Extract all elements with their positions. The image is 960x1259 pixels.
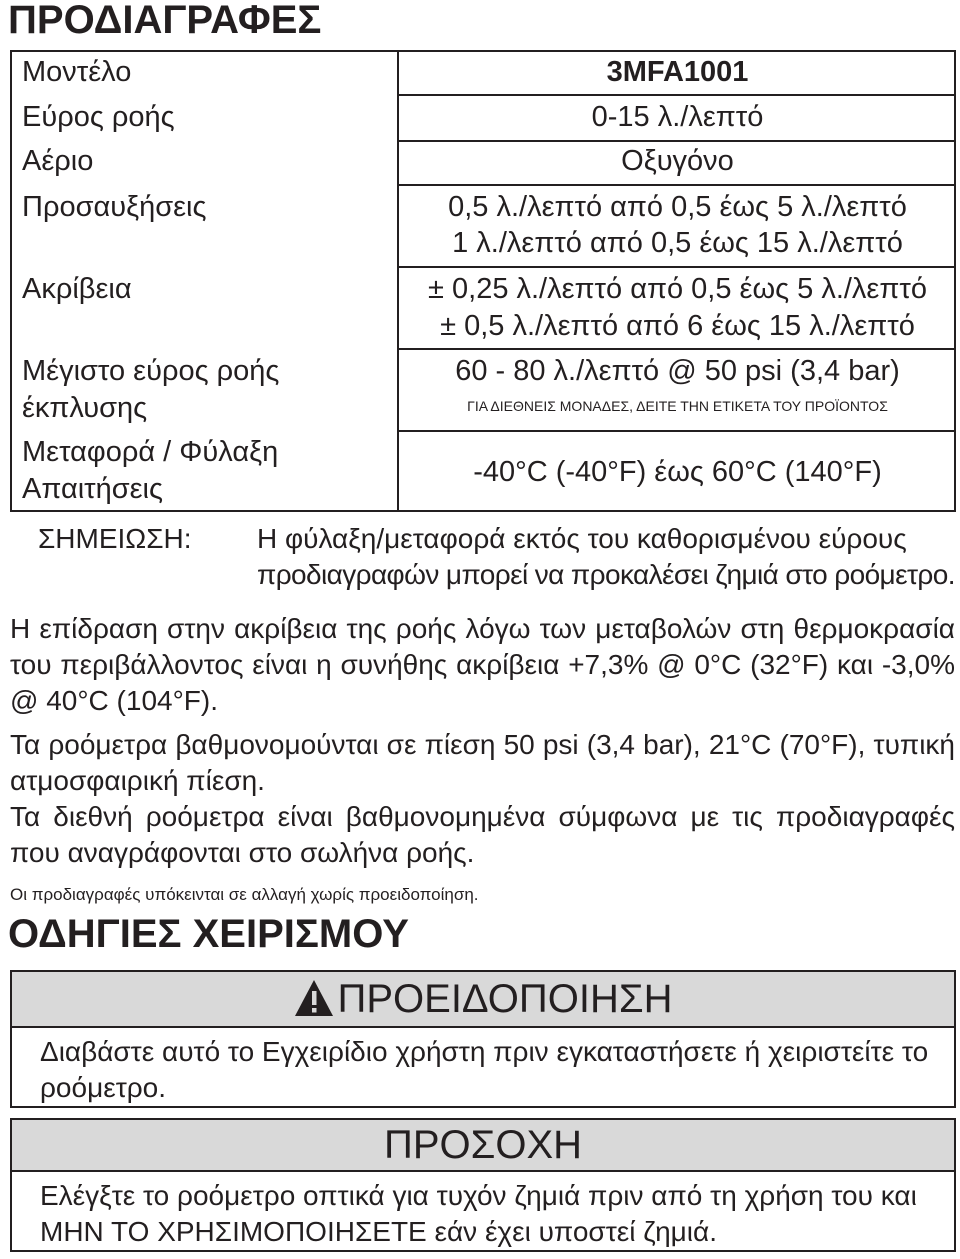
warning-text: Διαβάστε αυτό το Εγχειρίδιο χρήστη πριν εγκαταστήσετε ή χειριστείτε το ροόμετρο. [40, 1036, 929, 1103]
specifications-title: ΠΡΟΔΙΑΓΡΑΦΕΣ [8, 0, 322, 42]
temperature-effect-paragraph: Η επίδραση στην ακρίβεια της ροής λόγω των μεταβολών στη θερμοκρασία του περιβάλλοντος είναι η συνήθης ακρίβεια +7,3% @ 0°C (32°F) και -3,0% @ 40°C (104°F). [10, 613, 955, 716]
accuracy-label: Ακρίβεια [22, 273, 132, 305]
table-row-line [397, 140, 956, 142]
caution-title: ΠΡΟΣΟΧΗ [12, 1120, 954, 1172]
table-row-line [397, 266, 956, 268]
warning-title: ΠΡΟΕΙΔΟΠΟΙΗΣΗ [337, 977, 673, 1021]
model-value: 3MFA1001 [606, 56, 749, 88]
warning-header [12, 972, 954, 1028]
warning-box [10, 970, 956, 1108]
international-paragraph: Τα διεθνή ροόμετρα είναι βαθμονομημένα σύμφωνα με τις προδιαγραφές που αναγράφονται στο σωλήνα ροής. [10, 801, 955, 868]
increments-label: Προσαυξήσεις [22, 191, 207, 223]
gas-label: Αέριο [22, 145, 94, 177]
note-line-1: Η φύλαξη/μεταφορά εκτός του καθορισμένου εύρους [257, 523, 907, 554]
caution-box [10, 1118, 956, 1252]
calibration-paragraph: Τα ροόμετρα βαθμονομούνται σε πίεση 50 psi (3,4 bar), 21°C (70°F), τυπική ατμοσφαιρική πίεση. [10, 729, 955, 796]
storage-label-line-2: Απαιτήσεις [22, 473, 163, 505]
warning-triangle-icon [293, 978, 335, 1032]
increments-value-1: 0,5 λ./λεπτό από 0,5 έως 5 λ./λεπτό [448, 191, 907, 223]
accuracy-value-1: ± 0,25 λ./λεπτό από 0,5 έως 5 λ./λεπτό [428, 273, 927, 305]
flow-range-label: Εύρος ροής [22, 101, 175, 133]
table-row-line [397, 184, 956, 186]
flush-label-line-2: έκπλυσης [22, 392, 148, 424]
table-row-line [397, 94, 956, 96]
flush-note: ΓΙΑ ΔΙΕΘΝΕΙΣ ΜΟΝΑΔΕΣ, ΔΕΙΤΕ ΤΗΝ ΕΤΙΚΕΤΑ ΤΟΥ ΠΡΟΪΟΝΤΟΣ [467, 398, 888, 414]
table-row-line [397, 348, 956, 350]
increments-value-2: 1 λ./λεπτό από 0,5 έως 15 λ./λεπτό [452, 227, 903, 259]
flush-label-line-1: Μέγιστο εύρος ροής [22, 355, 280, 387]
gas-value: Οξυγόνο [621, 145, 734, 177]
note-label: ΣΗΜΕΙΩΣΗ: [38, 523, 192, 554]
caution-text: Ελέγξτε το ροόμετρο οπτικά για τυχόν ζημιά πριν από τη χρήση του και ΜΗΝ ΤΟ ΧΡΗΣΙΜΟΠΟΙΗΣΕΤΕ εάν έχει υποστεί ζημιά. [40, 1180, 917, 1247]
operating-instructions-title: ΟΔΗΓΙΕΣ ΧΕΙΡΙΣΜΟΥ [8, 912, 409, 956]
note-line-2: προδιαγραφών μπορεί να προκαλέσει ζημιά στο ροόμετρο. [257, 559, 955, 590]
accuracy-value-2: ± 0,5 λ./λεπτό από 6 έως 15 λ./λεπτό [440, 310, 915, 342]
table-row-line [397, 430, 956, 432]
storage-value: -40°C (-40°F) έως 60°C (140°F) [473, 456, 882, 488]
flush-value: 60 - 80 λ./λεπτό @ 50 psi (3,4 bar) [455, 355, 900, 387]
model-label: Μοντέλο [22, 56, 132, 88]
flow-range-value: 0-15 λ./λεπτό [591, 101, 764, 133]
disclaimer-text: Οι προδιαγραφές υπόκεινται σε αλλαγή χωρίς προειδοποίηση. [10, 885, 479, 904]
storage-label-line-1: Μεταφορά / Φύλαξη [22, 436, 279, 468]
